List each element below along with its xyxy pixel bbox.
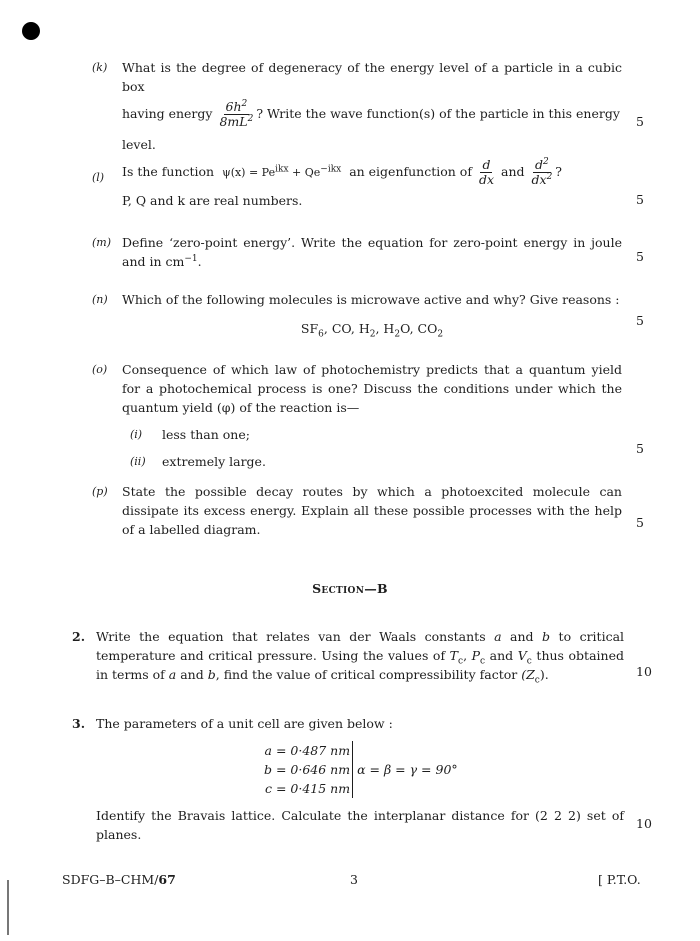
pto-label: [ P.T.O. [598,872,641,887]
marks-p: 5 [636,515,644,530]
page-number: 3 [350,872,358,887]
param-b: b = 0·646 nm [264,762,351,777]
question-n [92,290,622,338]
marks-l: 5 [636,192,644,207]
unit-cell-parameters [264,741,624,798]
second-derivative-operator: $\frac{d^2}{dx^2}$ [531,156,553,187]
molecule-list: $SF_6$, CO, $H_2$, $H_2O$, $CO_2$ [300,321,444,340]
param-c: c = 0·415 nm [265,781,351,796]
question-n-text: Which of the following molecules is microwave active and why? Give reasons : [122,292,620,307]
section-b-heading: Section—B [312,581,388,596]
energy-fraction: $\frac{6h^2}{8mL^2}$ [219,98,254,129]
sub-item-ii: (ii) extremely large. [130,454,266,469]
marks-n: 5 [636,313,644,328]
question-2-text: Write the equation that relates van der Waals constants a and b to critical temperature and critical pressure. Using the values of $T_c$, $P_c$ and $V_c$ thus obtained in terms of a and b, find the value of critical compressibility factor $(Z_c)$. [96,629,625,686]
marks-q3: 10 [636,816,652,831]
question-label: (p) [92,485,108,498]
psi-expression: $\psi(x) = Pe^{ikx} + Qe^{-ikx}$ [222,164,342,179]
question-l [92,158,622,210]
question-3-text: Identify the Bravais lattice. Calculate the interplanar distance for (2 2 2) set of planes. [96,808,624,842]
punch-hole-mark [22,22,40,40]
question-k-line2: having energy $\frac{6h^2}{8mL^2}$ ? Write the wave function(s) of the particle in this energy [122,98,620,129]
first-derivative-operator: $\frac{d}{dx}$ [478,157,495,187]
param-a: a = 0·487 nm [264,743,351,758]
question-2 [72,627,624,684]
question-o-text: Consequence of which law of photochemistry predicts that a quantum yield for a photochemical process is one? Discuss the conditions under which the quantum yield (φ) of the reaction is— [122,362,622,415]
question-3-intro: The parameters of a unit cell are given below : [96,716,393,731]
question-number: 3. [72,716,86,731]
question-o [92,360,622,471]
question-label: (o) [92,363,108,376]
param-angles: α = β = γ = 90° [357,762,458,777]
question-3 [72,714,624,844]
question-number: 2. [72,629,86,644]
question-p-text: State the possible decay routes by which a photoexcited molecule can dissipate its excess energy. Explain all these possible processes with the help of a labelled diagram. [122,484,622,537]
question-k-line3: level. [122,137,156,152]
question-label: (n) [92,293,108,306]
question-k-line1: What is the degree of degeneracy of the energy level of a particle in a cubic box [122,60,622,94]
question-label: (k) [92,61,108,74]
marks-q2: 10 [636,664,652,679]
question-m [92,233,622,271]
question-label: (l) [92,171,105,184]
question-label: (m) [92,236,112,249]
marks-k: 5 [636,114,644,129]
scan-edge-line [7,880,9,935]
marks-m: 5 [636,249,644,264]
question-l-line1: Is the function $\psi(x) = Pe^{ikx} + Qe^{-ikx}$ an eigenfunction of $\frac{d}{dx}$ and $\frac{d^2}{dx^2}$ ? [122,156,562,187]
question-k [92,58,622,154]
question-m-text: Define ‘zero-point energy’. Write the equation for zero-point energy in joule and in $cm^{-1}$. [122,235,622,269]
question-p [92,482,622,539]
paper-code: SDFG–B–CHM/67 [62,872,176,887]
question-l-line2: P, Q and k are real numbers. [122,193,303,208]
marks-o: 5 [636,441,644,456]
sub-item-i: (i) less than one; [130,427,250,442]
